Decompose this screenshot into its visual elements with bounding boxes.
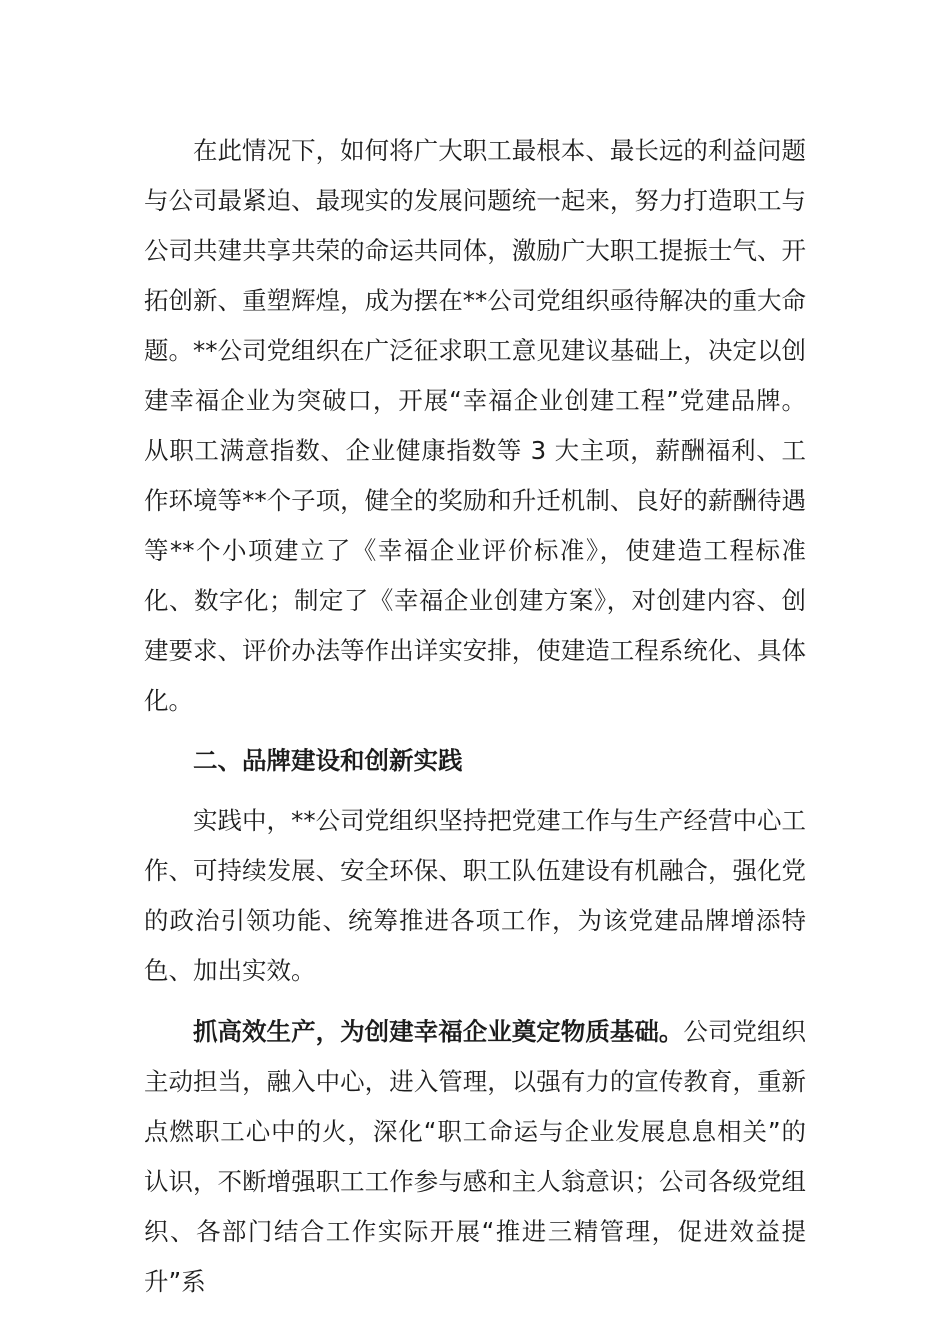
paragraph-body-text: 公司党组织主动担当，融入中心，进入管理，以强有力的宣传教育，重新点燃职工心中的火，深化“职工命运与企业发展息息相关”的认识，不断增强职工工作参与感和主人翁意识；公司各级党组织、各部门结合工作实际开展“推进三精管理，促进效益提升”系 <box>144 1017 807 1296</box>
paragraph-situation: 在此情况下，如何将广大职工最根本、最长远的利益问题与公司最紧迫、最现实的发展问题统一起来，努力打造职工与公司共建共享共荣的命运共同体，激励广大职工提振士气、开拓创新、重塑辉煌，成为摆在**公司党组织亟待解决的重大命题。**公司党组织在广泛征求职工意见建议基础上，决定以创建幸福企业为突破口，开展“幸福企业创建工程”党建品牌。从职工满意指数、企业健康指数等 3 大主项，薪酬福利、工作环境等**个子项，健全的奖励和升迁机制、良好的薪酬待遇等**个小项建立了《幸福企业评价标准》，使建造工程标准化、数字化；制定了《幸福企业创建方案》，对创建内容、创建要求、评价办法等作出详实安排，使建造工程系统化、具体化。 <box>144 136 806 715</box>
section-heading: 二、品牌建设和创新实践 <box>193 746 463 775</box>
paragraph-spacer <box>144 996 806 1007</box>
document-body <box>144 126 806 1307</box>
paragraph-practice: 实践中，**公司党组织坚持把党建工作与生产经营中心工作、可持续发展、安全环保、职工队伍建设有机融合，强化党的政治引领功能、统筹推进各项工作，为该党建品牌增添特色、加出实效。 <box>144 806 806 985</box>
paragraph-production <box>144 1007 806 1307</box>
paragraph-lead-text: 抓高效生产，为创建幸福企业奠定物质基础。 <box>193 1017 684 1046</box>
